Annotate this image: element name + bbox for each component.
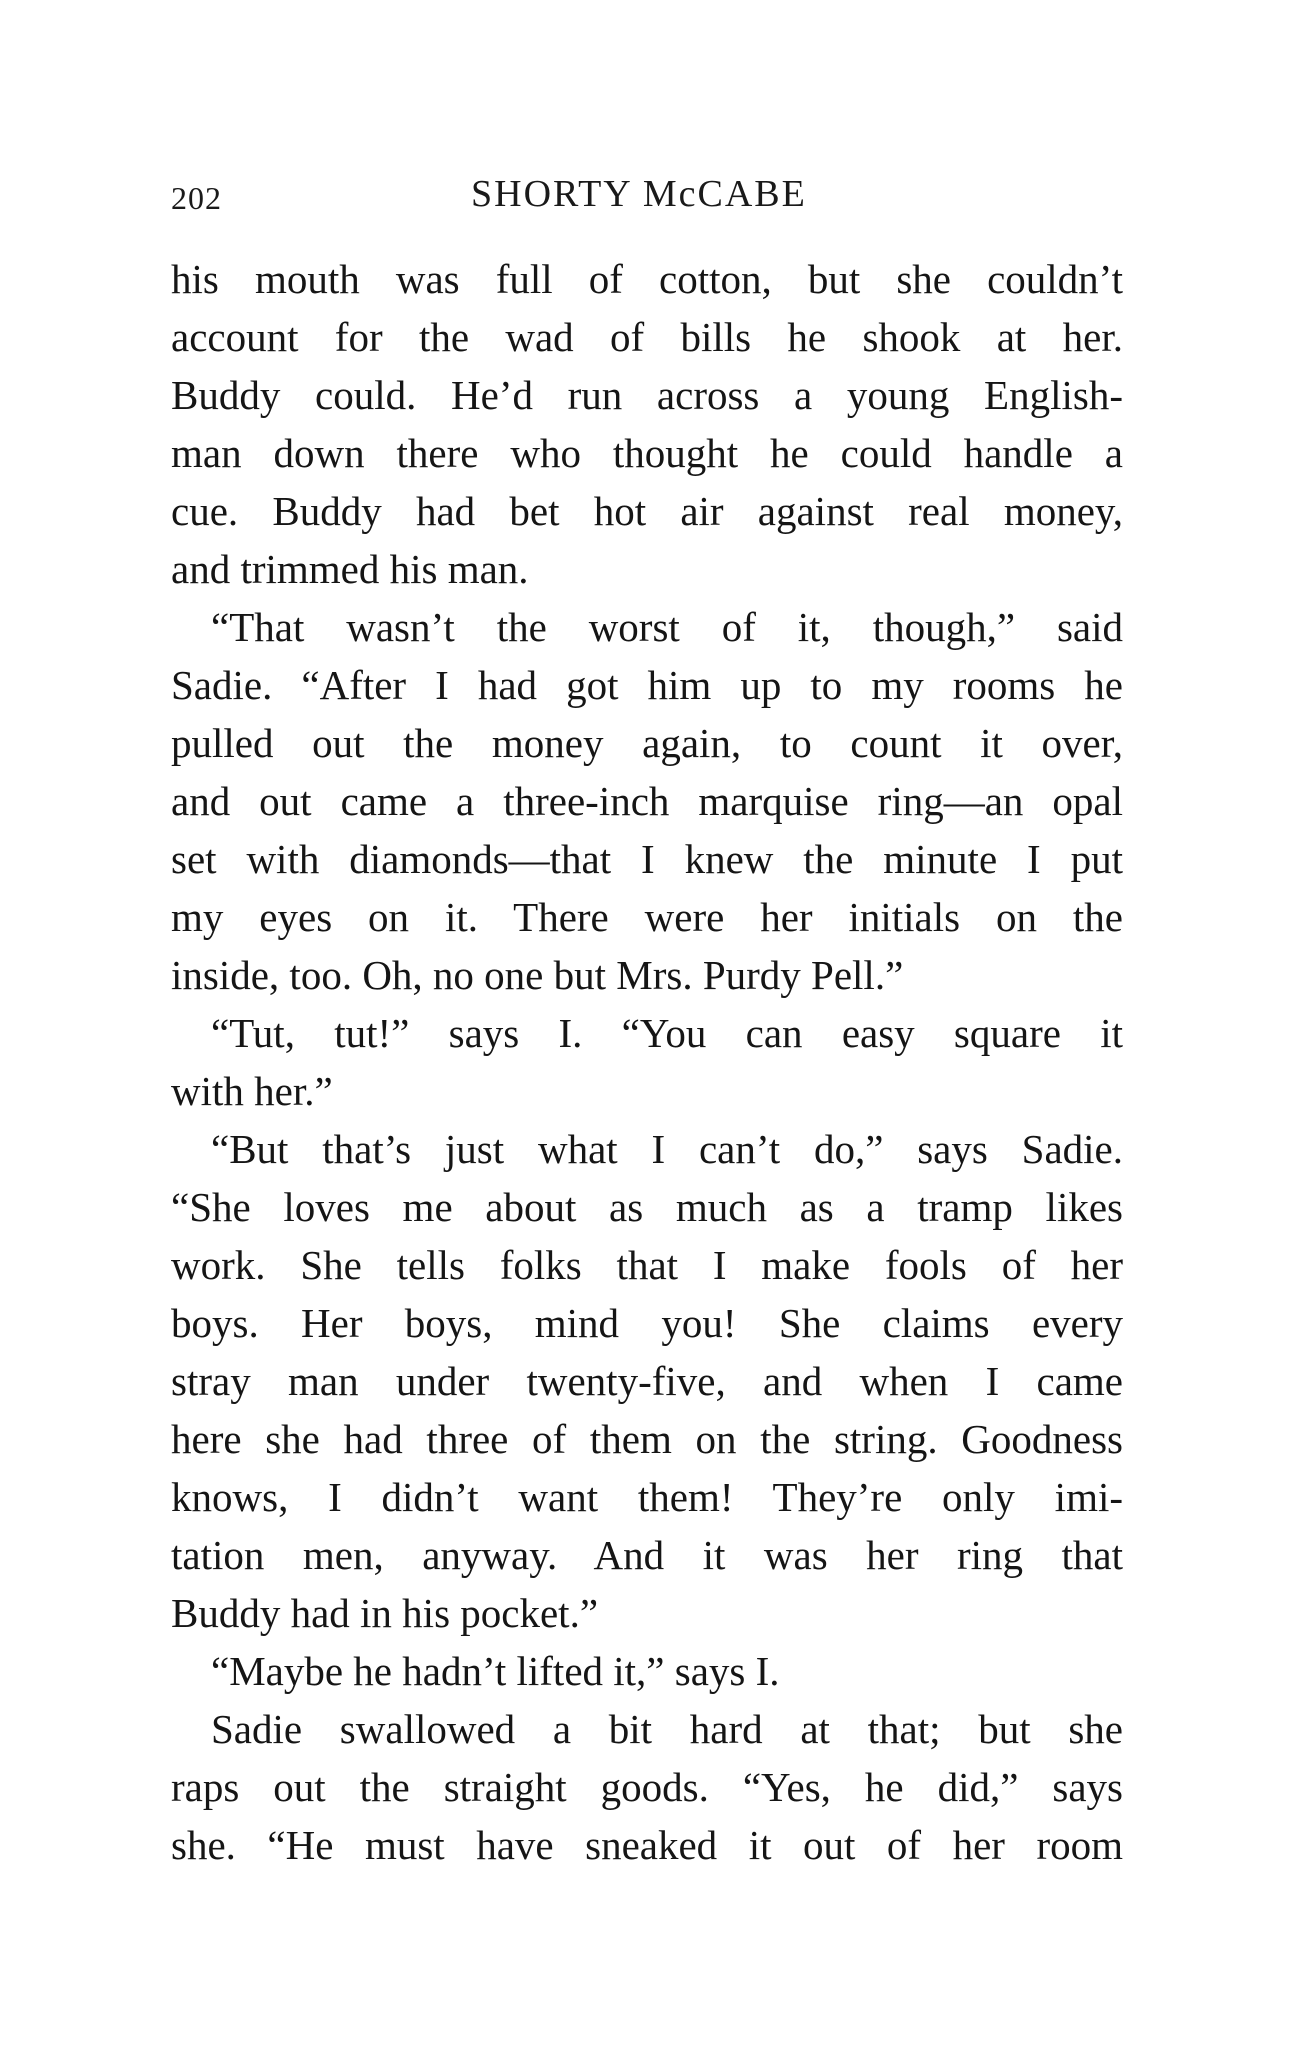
text-line: and trimmed his man.: [171, 546, 529, 592]
text-line: “That wasn’t the worst of it, though,” said: [211, 604, 1123, 650]
text-line: inside, too. Oh, no one but Mrs. Purdy Pell.”: [171, 952, 904, 998]
text-line: man down there who thought he could handle a: [171, 430, 1123, 476]
text-line: set with diamonds—that I knew the minute I put: [171, 836, 1123, 882]
body-text: [171, 250, 1123, 1874]
text-line: “Tut, tut!” says I. “You can easy square it: [211, 1010, 1123, 1056]
text-line: pulled out the money again, to count it over,: [171, 720, 1123, 766]
text-line: “She loves me about as much as a tramp likes: [171, 1184, 1123, 1230]
text-line: Sadie swallowed a bit hard at that; but she: [211, 1706, 1123, 1752]
text-line: work. She tells folks that I make fools of her: [171, 1242, 1123, 1288]
text-line: my eyes on it. There were her initials on the: [171, 894, 1123, 940]
text-line: here she had three of them on the string. Goodness: [171, 1416, 1123, 1462]
text-line: with her.”: [171, 1068, 333, 1114]
text-line: Buddy had in his pocket.”: [171, 1590, 599, 1636]
text-line: tation men, anyway. And it was her ring that: [171, 1532, 1123, 1578]
text-line: knows, I didn’t want them! They’re only imi-: [171, 1474, 1123, 1520]
text-line: Sadie. “After I had got him up to my rooms he: [171, 662, 1123, 708]
text-line: she. “He must have sneaked it out of her room: [171, 1822, 1123, 1868]
text-line: “Maybe he hadn’t lifted it,” says I.: [211, 1648, 780, 1694]
text-line: Buddy could. He’d run across a young English-: [171, 372, 1123, 418]
text-line: and out came a three-inch marquise ring—an opal: [171, 778, 1123, 824]
page-header: [171, 172, 1123, 222]
text-line: boys. Her boys, mind you! She claims every: [171, 1300, 1123, 1346]
text-line: cue. Buddy had bet hot air against real money,: [171, 488, 1123, 534]
page-number: 202: [171, 180, 222, 216]
text-line: raps out the straight goods. “Yes, he did,” says: [171, 1764, 1123, 1810]
text-line: his mouth was full of cotton, but she couldn’t: [171, 256, 1123, 302]
text-line: stray man under twenty-five, and when I came: [171, 1358, 1123, 1404]
text-line: “But that’s just what I can’t do,” says Sadie.: [211, 1126, 1123, 1172]
text-line: account for the wad of bills he shook at her.: [171, 314, 1123, 360]
running-title: SHORTY McCABE: [471, 173, 807, 215]
